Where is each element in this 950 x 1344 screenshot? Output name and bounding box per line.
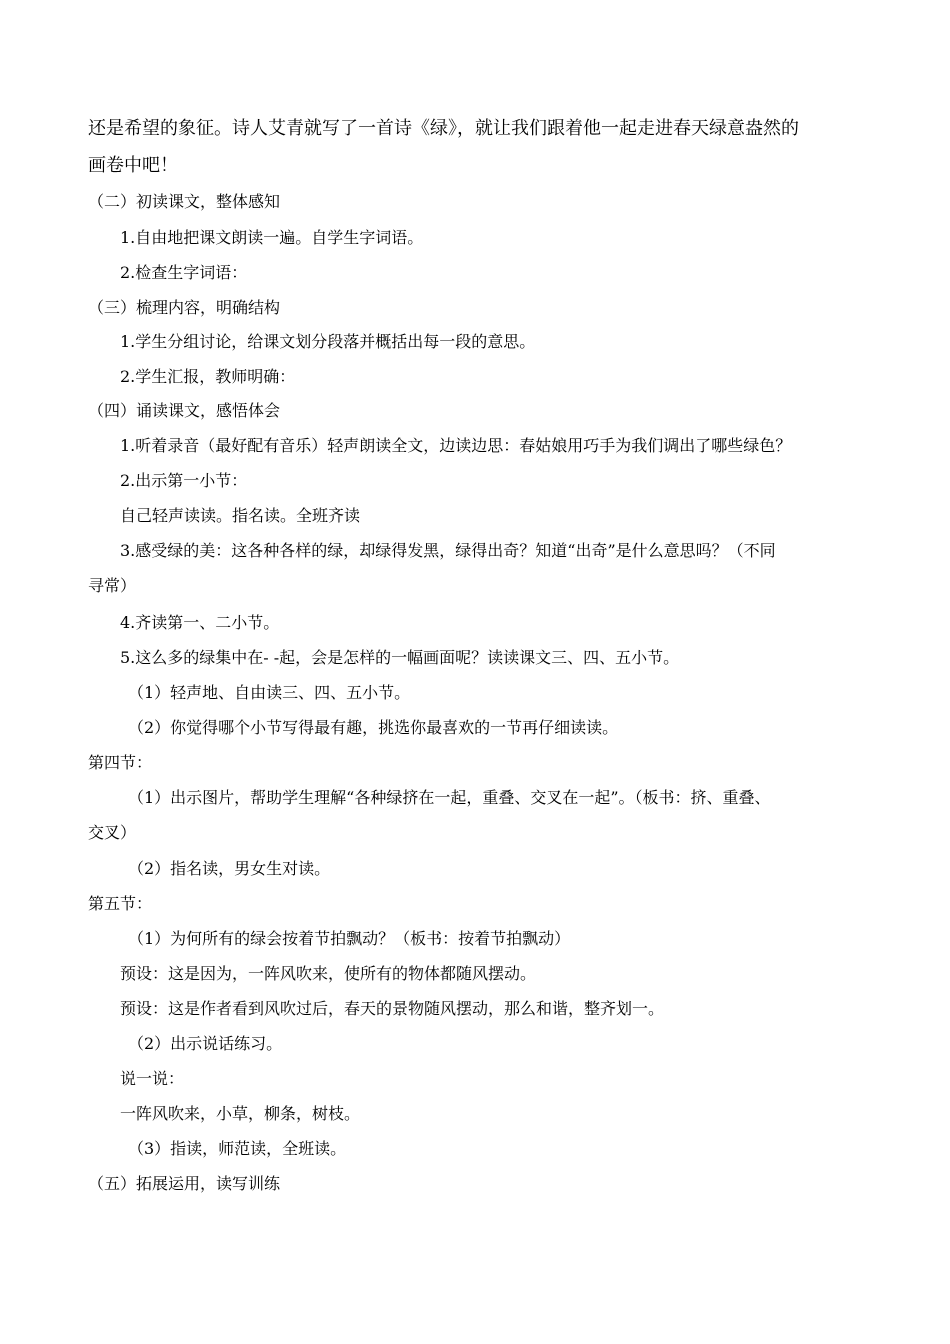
step-line: 2.检查生字词语： bbox=[120, 263, 248, 282]
section-heading-3: （三）梳理内容，明确结构 bbox=[88, 298, 281, 317]
body-line: 预设：这是因为，一阵风吹来，使所有的物体都随风摆动。 bbox=[120, 964, 537, 983]
subsection-heading-4: 第四节： bbox=[88, 753, 153, 772]
step-line: 2.学生汇报，教师明确： bbox=[120, 367, 296, 386]
intro-text-line-2: 画卷中吧！ bbox=[88, 155, 178, 176]
subsection-heading-5: 第五节： bbox=[88, 894, 153, 913]
body-line: 一阵风吹来，小草，柳条，树枝。 bbox=[120, 1104, 361, 1123]
body-line: 寻常） bbox=[88, 576, 137, 595]
step-line: 3.感受绿的美：这各种各样的绿，却绿得发黑，绿得出奇？知道“出奇”是什么意思吗？（不同 bbox=[120, 541, 776, 560]
sub-step-line: （2）出示说话练习。 bbox=[128, 1034, 283, 1053]
body-line: 说一说： bbox=[120, 1069, 185, 1088]
sub-step-line: （2）指名读，男女生对读。 bbox=[128, 859, 331, 878]
step-line: 2.出示第一小节： bbox=[120, 471, 248, 490]
sub-step-line: （1）轻声地、自由读三、四、五小节。 bbox=[128, 683, 411, 702]
step-line: 1.学生分组讨论，给课文划分段落并概括出每一段的意思。 bbox=[120, 332, 536, 351]
sub-step-line: （2）你觉得哪个小节写得最有趣，挑选你最喜欢的一节再仔细读读。 bbox=[128, 718, 619, 737]
intro-text-line-1: 还是希望的象征。诗人艾青就写了一首诗《绿》，就让我们跟着他一起走进春天绿意盎然的 bbox=[88, 118, 799, 139]
body-line: 预设：这是作者看到风吹过后，春天的景物随风摆动，那么和谐，整齐划一。 bbox=[120, 999, 665, 1018]
step-line: 4.齐读第一、二小节。 bbox=[120, 613, 280, 632]
section-heading-5: （五）拓展运用，读写训练 bbox=[88, 1174, 281, 1193]
body-line: 交叉） bbox=[88, 823, 137, 842]
sub-step-line: （3）指读，师范读，全班读。 bbox=[128, 1139, 347, 1158]
step-line: 1.听着录音（最好配有音乐）轻声朗读全文，边读边思：春姑娘用巧手为我们调出了哪些绿色？ bbox=[120, 436, 792, 455]
body-line: 自己轻声读读。指名读。全班齐读 bbox=[120, 506, 361, 525]
sub-step-line: （1）出示图片，帮助学生理解“各种绿挤在一起，重叠、交叉在一起”。（板书：挤、重叠、 bbox=[128, 788, 771, 807]
step-line: 1.自由地把课文朗读一遍。自学生字词语。 bbox=[120, 228, 424, 247]
section-heading-2: （二）初读课文，整体感知 bbox=[88, 192, 281, 211]
sub-step-line: （1）为何所有的绿会按着节拍飘动？（板书：按着节拍飘动） bbox=[128, 929, 571, 948]
step-line: 5.这么多的绿集中在- -起，会是怎样的一幅画面呢？读读课文三、四、五小节。 bbox=[120, 648, 680, 667]
section-heading-4: （四）诵读课文，感悟体会 bbox=[88, 401, 281, 420]
